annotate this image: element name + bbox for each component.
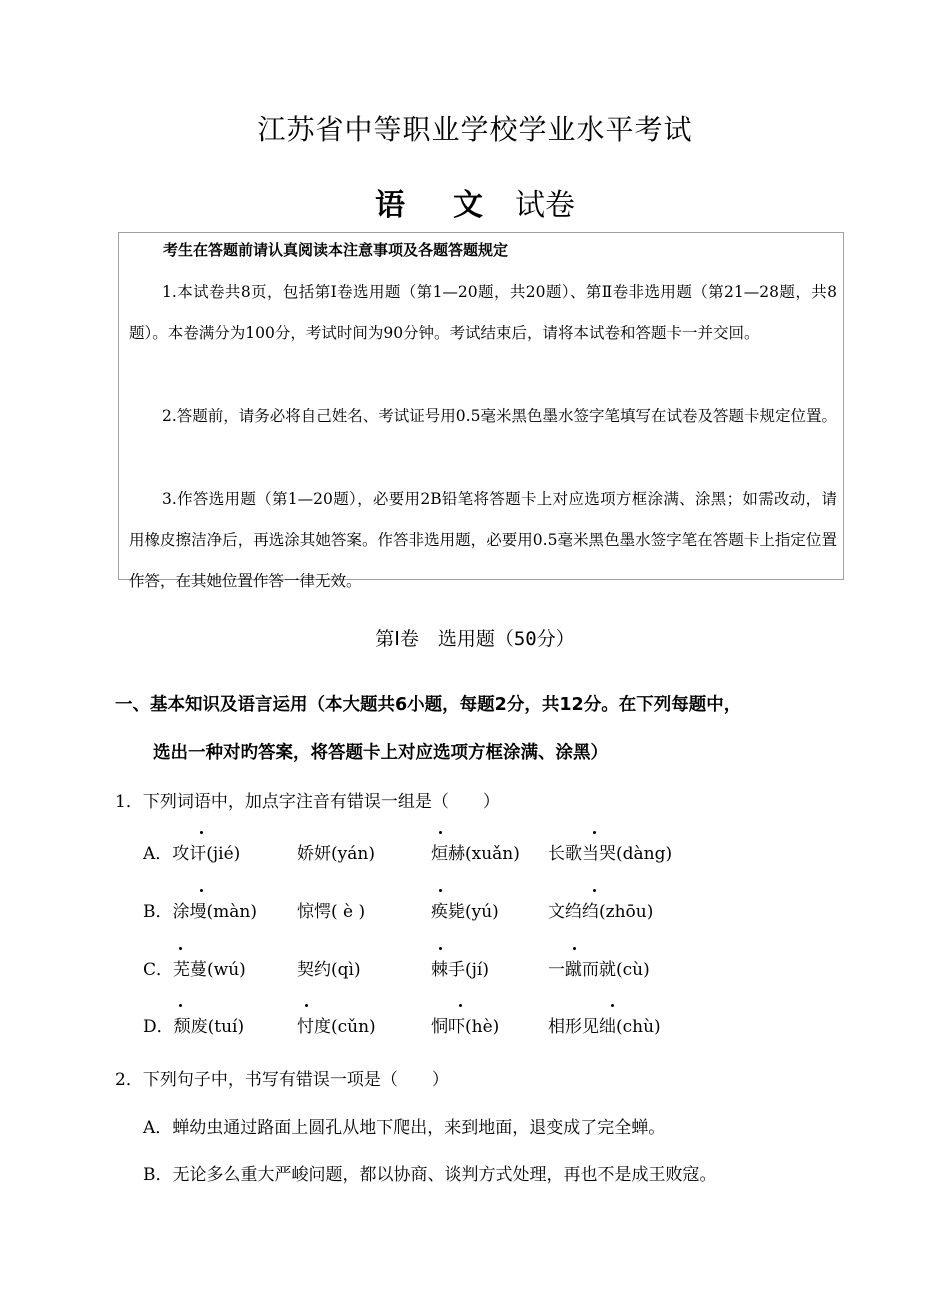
emphasis-dot (593, 831, 596, 834)
question-2-stem: 2．下列句子中，书写有错误一项是（ ） (115, 1070, 449, 1090)
option-word: 棘手(jí) (431, 960, 489, 980)
option-word: 忖度(cǔn) (297, 1017, 376, 1037)
notice-item: 3.作答选用题（第1—20题），必要用2B铅笔将答题卡上对应选项方框涂满、涂黑；如需改动，请用橡皮擦洁净后，再选涂其她答案。作答非选用题，必要用0.5毫米黑色墨水签字笔在答题卡上指定位置作答，在其她位置作答一律无效。 (129, 490, 837, 590)
option-word: 相形见绌(chù) (548, 1017, 661, 1037)
emphasis-dot (200, 889, 203, 892)
emphasis-dot (439, 831, 442, 834)
option-word: 一蹴而就(cù) (548, 960, 650, 980)
option-word: D．颓废(tuí) (143, 1017, 245, 1037)
notice-heading: 考生在答题前请认真阅读本注意事项及各题答题规定 (163, 241, 509, 259)
option-word: 契约(qì) (297, 960, 361, 980)
part-heading-continued: 选出一种对旳答案，将答题卡上对应选项方框涂满、涂黑） (153, 743, 608, 763)
emphasis-dot (200, 831, 203, 834)
emphasis-dot (305, 1004, 308, 1007)
notice-box (118, 232, 844, 590)
option-word: 烜赫(xuǎn) (431, 844, 520, 864)
question-2-option-a: A．蝉幼虫通过路面上圆孔从地下爬出，来到地面，退变成了完全蝉。 (143, 1118, 666, 1138)
exam-subtitle (0, 180, 950, 224)
option-word: 娇妍(yán) (297, 844, 375, 864)
question-1-stem: 1．下列词语中，加点字注音有错误一组是（ ） (115, 792, 500, 812)
section-title: 第Ⅰ卷 选用题（50分） (375, 628, 575, 650)
emphasis-dot (439, 947, 442, 950)
subject-char-1: 语 (375, 188, 405, 223)
emphasis-dot (611, 1004, 614, 1007)
emphasis-dot (593, 889, 596, 892)
question-2-option-b: B．无论多么重大严峻问题，都以协商、谈判方式处理，再也不是成王败寇。 (143, 1165, 717, 1185)
emphasis-dot (573, 947, 576, 950)
emphasis-dot (459, 1004, 462, 1007)
option-word: C．芜蔓(wú) (143, 960, 246, 980)
notice-item: 1.本试卷共8页，包括第Ⅰ卷选用题（第1—20题，共20题）、第Ⅱ卷非选用题（第21—28题，共8题）。本卷满分为100分，考试时间为90分钟。考试结束后，请将本试卷和答题卡一并交回。 (129, 283, 837, 342)
option-word: 长歌当哭(dàng) (548, 844, 673, 864)
part-heading: 一、基本知识及语言运用（本大题共6小题，每题2分，共12分。在下列每题中， (115, 695, 742, 715)
notice-item: 2.答题前，请务必将自己姓名、考试证号用0.5毫米黑色墨水签字笔填写在试卷及答题卡规定位置。 (162, 407, 837, 425)
emphasis-dot (179, 1004, 182, 1007)
option-word: 惊愕( è ) (297, 902, 366, 922)
emphasis-dot (179, 947, 182, 950)
option-word: B．涂墁(màn) (143, 902, 257, 922)
subject-char-2: 文 (453, 188, 483, 223)
subject-paper: 试卷 (515, 188, 575, 223)
option-word: 恫吓(hè) (431, 1017, 500, 1037)
option-word: 文绉绉(zhōu) (548, 902, 654, 922)
emphasis-dot (439, 889, 442, 892)
exam-title: 江苏省中等职业学校学业水平考试 (257, 113, 693, 146)
option-word: A．攻讦(jié) (143, 844, 241, 864)
option-word: 痪毙(yú) (431, 902, 499, 922)
